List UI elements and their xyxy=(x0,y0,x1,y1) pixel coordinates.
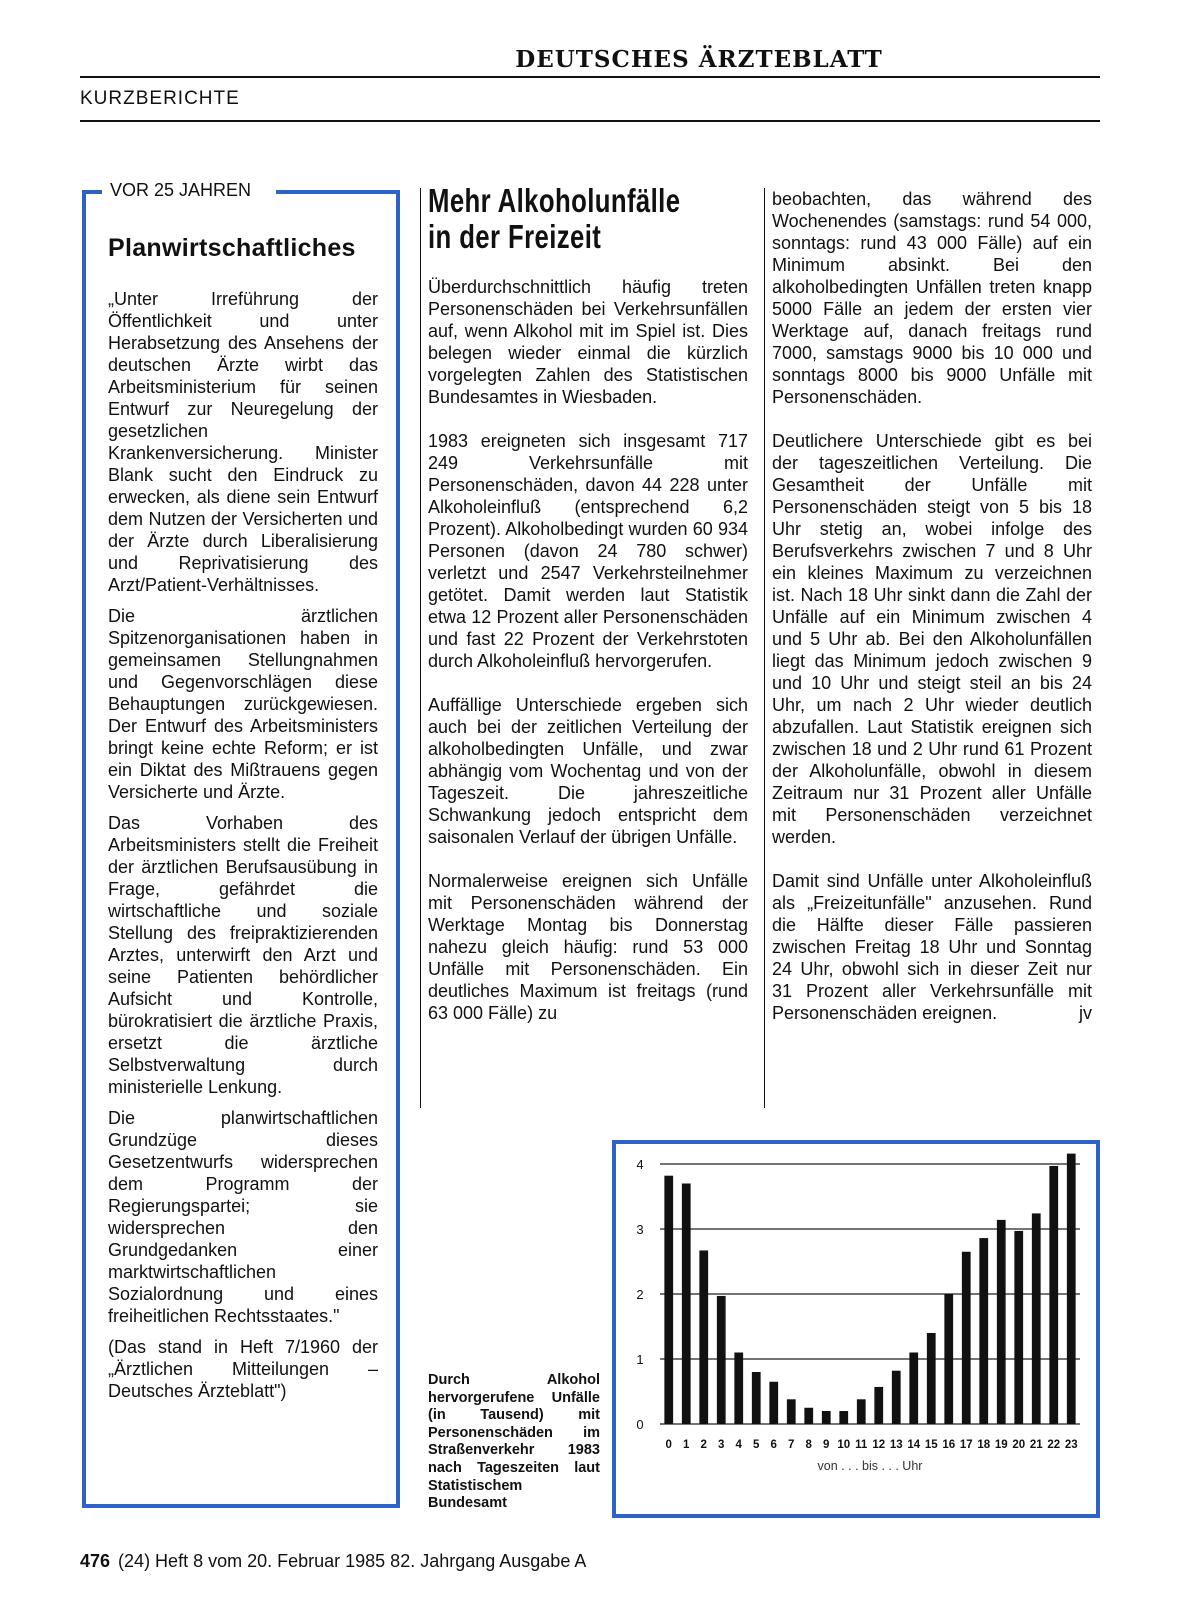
column-rule xyxy=(420,188,421,1108)
issue-info: (24) Heft 8 vom 20. Februar 1985 82. Jahrgang Ausgabe A xyxy=(118,1551,587,1571)
bar xyxy=(1014,1231,1023,1424)
x-tick-label: 23 xyxy=(1064,1439,1078,1451)
bar xyxy=(664,1176,673,1424)
bar xyxy=(787,1399,796,1424)
article-paragraph: 1983 ereigneten sich insgesamt 717 249 Verkehrsunfälle mit Personenschäden, davon 44 228 unter Alkoholeinfluß (entsprechend 6,2 Prozent). Alkoholbedingt wurden 60 934 Personen (davon 24 780 schwer) verletzt und 2547 Verkehrsteilnehmer getötet. Damit werden laut Statistik etwa 12 Prozent aller Personenschäden und fast 22 Prozent der Verkehrstoten durch Alkoholeinfluß hervorgerufen. xyxy=(428,431,748,671)
headline-line: in der Freizeit xyxy=(428,218,602,255)
bar xyxy=(717,1296,726,1424)
x-tick-label: 8 xyxy=(805,1439,812,1451)
x-tick-label: 11 xyxy=(855,1439,868,1451)
article-paragraph: beobachten, das während des Wochenendes (samstags: rund 54 000, sonntags: rund 43 000 Fälle) auf ein Minimum absinkt. Bei den alkoholbedingten Unfällen treten knapp 5000 Fälle an jedem der ersten vier Werktage auf, danach freitags rund 7000, samstags 9000 bis 10 000 und sonntags 8000 bis 9000 Unfälle mit Personenschäden. xyxy=(772,189,1092,407)
last-paragraph-text: Damit sind Unfälle unter Alkoholeinfluß als „Freizeitunfälle" anzusehen. Rund die Hälfte dieser Fälle passieren zwischen Freitag 18 Uhr und Sonntag 24 Uhr, obwohl sich in dieser Zeit nur 31 Prozent aller Verkehrsunfälle mit Personenschäden ereignen. xyxy=(772,871,1092,1023)
bar xyxy=(857,1399,866,1424)
bar xyxy=(1049,1166,1058,1424)
header-rule xyxy=(80,76,1100,78)
x-tick-label: 18 xyxy=(977,1439,991,1451)
bar xyxy=(892,1371,901,1424)
article-column-middle xyxy=(428,276,748,1046)
bar xyxy=(752,1372,761,1424)
y-tick-label: 1 xyxy=(636,1352,644,1367)
x-tick-label: 22 xyxy=(1047,1439,1061,1451)
x-tick-label: 0 xyxy=(665,1439,672,1451)
chart-caption: Durch Alkohol hervorgerufene Unfälle (in Tausend) mit Personenschäden im Straßenverkehr 1983 nach Tageszeiten laut Statistischem Bundesamt xyxy=(428,1372,600,1512)
y-tick-label: 4 xyxy=(636,1157,644,1172)
x-tick-label: 1 xyxy=(683,1439,690,1451)
bar xyxy=(1067,1154,1076,1424)
page-number: 476 xyxy=(80,1551,111,1571)
article-paragraph: Deutlichere Unterschiede gibt es bei der tageszeitlichen Verteilung. Die Gesamtheit der Unfälle mit Personenschäden steigt von 5 bis 18 Uhr stetig an, wobei infolge des Berufsverkehrs zwischen 7 und 8 Uhr ein kleines Maximum zu verzeichnen ist. Nach 18 Uhr sinkt dann die Zahl der Unfälle auf ein Minimum zwischen 4 und 5 Uhr ab. Bei den Alkoholunfällen liegt das Minimum jedoch zwischen 9 und 10 Uhr und steigt steil an bis 24 Uhr, um nach 2 Uhr wieder deutlich abzufallen. Laut Statistik ereignen sich zwischen 18 und 2 Uhr rund 61 Prozent der Alkoholunfälle, obwohl in diesem Zeitraum nur 31 Prozent aller Unfälle mit Personenschäden verzeichnet werden. xyxy=(772,431,1092,847)
bar xyxy=(909,1353,918,1425)
x-tick-label: 5 xyxy=(753,1439,760,1451)
column-rule xyxy=(764,188,765,1108)
x-tick-label: 7 xyxy=(788,1439,795,1451)
x-axis-label: von . . . bis . . . Uhr xyxy=(817,1459,923,1473)
sidebar-paragraph: Die planwirtschaftlichen Grundzüge dieses Gesetzentwurfs widersprechen dem Programm der Regierungspartei; sie widersprechen den Grundgedanken einer marktwirtschaftlichen Sozialordnung und eines freiheitlichen Rechtsstaates." xyxy=(108,1108,378,1326)
sidebar-title: Planwirtschaftliches xyxy=(108,234,356,262)
x-tick-label: 4 xyxy=(735,1439,742,1451)
sidebar-paragraph: „Unter Irreführung der Öffentlichkeit und unter Herabsetzung des Ansehens der deutschen Ärzte wirbt das Arbeitsministerium für seinen Entwurf zur Neuregelung der gesetzlichen Krankenversicherung. Minister Blank sucht den Eindruck zu erwecken, als diene sein Entwurf dem Nutzen der Versicherten und der Ärzte durch Liberalisierung und Reprivatisierung des Arzt/Patient-Verhältnisses. xyxy=(108,289,378,595)
sidebar-paragraph: Das Vorhaben des Arbeitsministers stellt die Freiheit der ärztlichen Berufsausübung in Frage, gefährdet die wirtschaftliche und soziale Stellung des freipraktizierenden Arztes, unterwirft den Arzt und seine Patienten behördlicher Aufsicht und Kontrolle, bürokratisiert die ärztliche Praxis, ersetzt die ärztliche Selbstverwaltung durch ministerielle Lenkung. xyxy=(108,813,378,1097)
bar xyxy=(699,1250,708,1424)
x-tick-label: 19 xyxy=(994,1439,1008,1451)
bar-chart xyxy=(616,1144,1096,1514)
article-paragraph: Auffällige Unterschiede ergeben sich auch bei der zeitlichen Verteilung der alkoholbedingten Unfälle, und zwar abhängig vom Wochentag und von der Tageszeit. Die jahreszeitliche Schwankung jedoch entspricht dem saisonalen Verlauf der übrigen Unfälle. xyxy=(428,695,748,847)
y-tick-label: 2 xyxy=(636,1287,644,1302)
bar xyxy=(927,1333,936,1424)
y-tick-label: 3 xyxy=(636,1222,644,1237)
bar xyxy=(769,1382,778,1424)
bar xyxy=(839,1411,848,1424)
bar xyxy=(944,1294,953,1424)
x-tick-label: 17 xyxy=(959,1439,973,1451)
x-tick-label: 13 xyxy=(889,1439,903,1451)
x-tick-label: 21 xyxy=(1029,1439,1043,1451)
headline-line: Mehr Alkoholunfälle xyxy=(428,182,681,219)
x-tick-label: 9 xyxy=(823,1439,830,1451)
article-column-right xyxy=(772,188,1092,1046)
bar xyxy=(874,1387,883,1424)
section-label: KURZBERICHTE xyxy=(80,88,240,109)
sidebar-paragraph: Die ärztlichen Spitzenorganisationen haben in gemeinsamen Stellungnahmen und Gegenvorschlägen diese Behauptungen zurückgewiesen. Der Entwurf des Arbeitsministers bringt keine echte Reform; er ist ein Diktat des Mißtrauens gegen Versicherte und Ärzte. xyxy=(108,606,378,802)
bar xyxy=(682,1184,691,1425)
sidebar-paragraph: (Das stand in Heft 7/1960 der „Ärztlichen Mitteilungen – Deutsches Ärzteblatt") xyxy=(108,1337,378,1401)
sidebar-body xyxy=(108,288,378,1411)
bar xyxy=(804,1408,813,1424)
footer xyxy=(80,1551,586,1572)
x-tick-label: 16 xyxy=(942,1439,956,1451)
author-signature: jv xyxy=(1079,1003,1092,1023)
bar xyxy=(962,1252,971,1424)
bar xyxy=(997,1220,1006,1424)
bar xyxy=(979,1238,988,1424)
masthead: DEUTSCHES ÄRZTEBLATT xyxy=(515,46,883,73)
y-tick-label: 0 xyxy=(636,1417,644,1432)
article-paragraph: Überdurchschnittlich häufig treten Personenschäden bei Verkehrsunfällen auf, wenn Alkohol mit im Spiel ist. Dies belegen wieder einmal die kürzlich vorgelegten Zahlen des Statistischen Bundesamtes in Wiesbaden. xyxy=(428,277,748,407)
sidebar-kicker: VOR 25 JAHREN xyxy=(110,180,252,200)
x-tick-label: 12 xyxy=(872,1439,886,1451)
sidebar-frame-top-right xyxy=(276,190,400,194)
x-tick-label: 3 xyxy=(718,1439,725,1451)
x-tick-label: 10 xyxy=(837,1439,851,1451)
bar xyxy=(822,1411,831,1424)
article-paragraph: Normalerweise ereignen sich Unfälle mit Personenschäden während der Werktage Montag bis Donnerstag nahezu gleich häufig: rund 53 000 Unfälle mit Personenschäden. Ein deutliches Maximum ist freitags (rund 63 000 Fälle) zu xyxy=(428,871,748,1023)
section-rule xyxy=(80,120,1100,122)
article-paragraph-last xyxy=(772,870,1092,1024)
x-tick-label: 14 xyxy=(907,1439,921,1451)
x-tick-label: 20 xyxy=(1012,1439,1026,1451)
x-tick-label: 2 xyxy=(700,1439,707,1451)
x-tick-label: 15 xyxy=(924,1439,938,1451)
bar xyxy=(1032,1213,1041,1424)
article-headline xyxy=(428,183,685,255)
chart-frame xyxy=(612,1140,1100,1518)
bar xyxy=(734,1353,743,1425)
x-tick-label: 6 xyxy=(770,1439,777,1451)
sidebar-frame-top-left xyxy=(82,190,102,194)
